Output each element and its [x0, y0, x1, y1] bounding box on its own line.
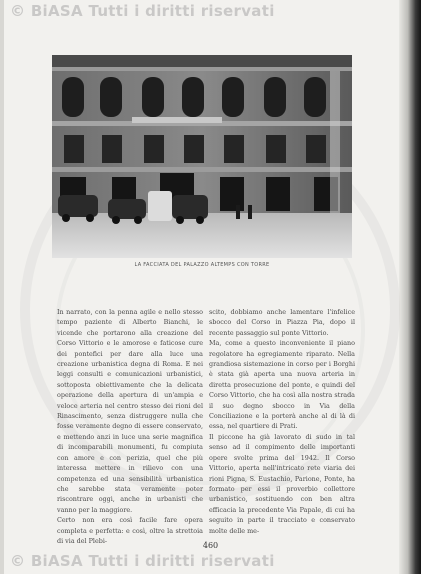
building-photo-illustration	[52, 55, 352, 258]
watermark-bottom: © BiASA Tutti i diritti riservati	[10, 552, 275, 570]
page-left-edge	[0, 0, 4, 574]
paragraph: In narrato, con la penna agile e nello stesso tempo paziente di Alberto Bianchi, le vicende che portarono alla creazione del Corso Vittorio e le amorose e faticose cure dei pontefici per dare alla luce una creazione urbanistica degna di Roma. E nei leggi consulti e comunicazioni urbanistici, sottoposta obiettivamente che la delicata operazione della apertura di un'ampia e veloce arteria nel centro stesso dei rioni del Rinascimento, senza distruggere nulla che fosse veramente degno di essere conservato, e mettendo anzi in luce una serie magnifica di incomparabili monumenti, fu compiuta con amore e con perizia, quel che più interessa mettere in rilievo con una competenza ed una sensibilità urbanistica che sarebbe stata veramente poter riscontrare oggi, anche in urbanisti che vanno per la maggiore.	[57, 308, 203, 514]
paragraph: scito, dobbiamo anche lamentare l'infelice sbocco del Corso in Piazza Pia, dopo il recente passaggio sul ponte Vittorio.	[209, 308, 355, 337]
paragraph: Il piccone ha già lavorato di sudo in tal senso ad il compimento delle importanti opere svolte prima del 1942. Il Corso Vittorio, aperta nell'intricato rete viaria dei rioni Pigna, S. Eustachio, Parione, Ponte, ha formato per essi il proverbio collettore urbanistico, sostituendo con ben altra efficacia la precedente Via Papale, di cui ha seguito in parte il tracciato e conservato molte delle me-	[209, 432, 355, 535]
paragraph: Ma, come a questo inconveniente il piano regolatore ha egregiamente riparato. Nella grandiosa sistemazione in corso per i Borghi è stata già aperta una nuova arteria in diretta prosecuzione del ponte, e quindi del Corso Vittorio, che ha così alla nostra strada il suo degno sbocco in Via della Conciliazione e la porterà anche al di là di essa, nel quartiere di Prati.	[209, 339, 355, 431]
photo-caption: LA FACCIATA DEL PALAZZO ALTEMPS CON TORRE	[134, 262, 270, 268]
watermark-top: © BiASA Tutti i diritti riservati	[10, 2, 275, 20]
text-column-left	[57, 307, 203, 546]
paragraph: Certo non era così facile fare opera completa e perfetta: e così, oltre la strettoia di via del Plebi-	[57, 516, 203, 545]
text-column-right	[209, 307, 355, 536]
page-number: 460	[202, 541, 219, 550]
page-binding-shadow	[399, 0, 421, 574]
photograph-palazzo	[52, 55, 352, 258]
